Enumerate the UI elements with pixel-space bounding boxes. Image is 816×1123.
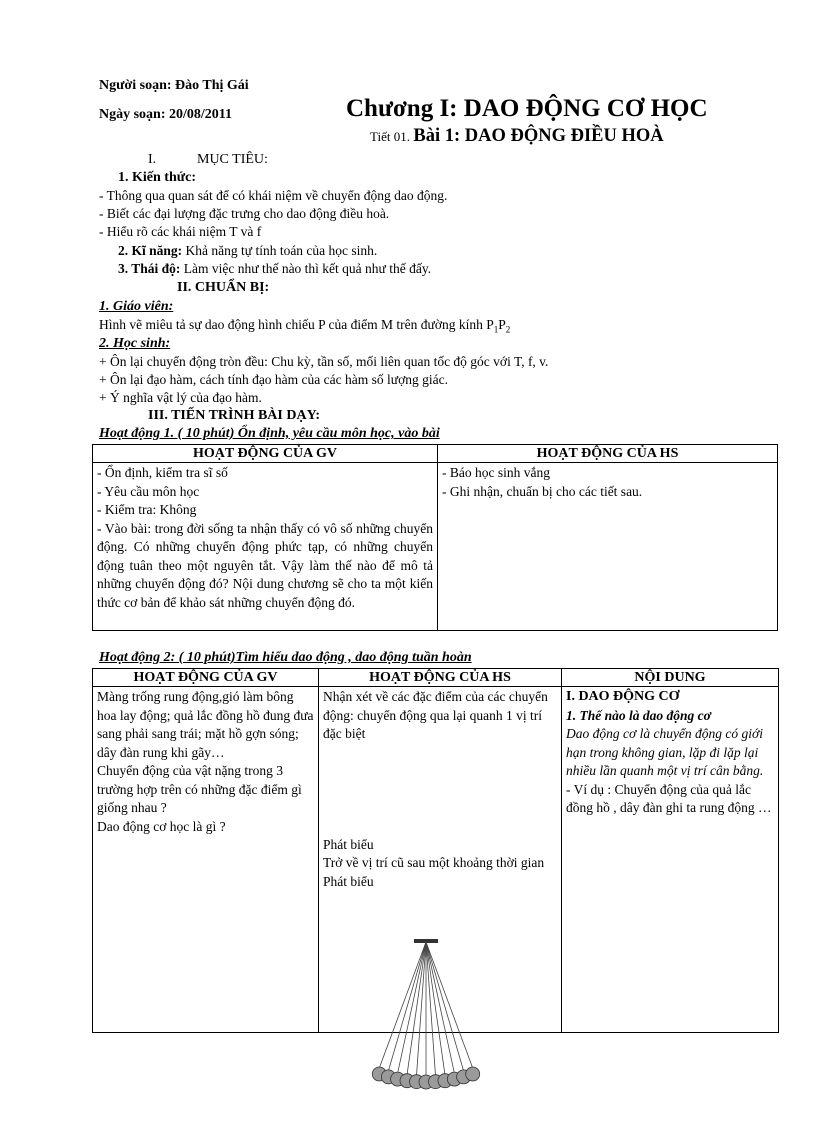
gv-line: - Vào bài: trong đời sống ta nhận thấy có vô số những chuyển động. Có những chuyển động phức tạp, có những chuyển động tuân theo một nguyên tắt. Vậy làm thế nào để mô tả những chuyển động đó? Nội dung chương sẽ cho ta một kiến thức cơ bản để khảo sát những chuyển động đó. — [97, 520, 433, 610]
content-heading: I. DAO ĐỘNG CƠ — [566, 689, 680, 704]
skill-label: 2. Kĩ năng: — [118, 243, 183, 258]
hs-activity-cell — [438, 463, 778, 631]
lesson-title: Bài 1: DAO ĐỘNG ĐIỀU HOÀ — [413, 126, 664, 146]
pendulum-string — [426, 942, 445, 1075]
teacher-title: 1. Giáo viên: — [99, 299, 174, 314]
section-3-heading: III. TIẾN TRÌNH BÀI DẠY: — [148, 408, 321, 423]
author-line: Người soạn: Đào Thị Gái — [99, 78, 249, 93]
gv-paragraph: Dao động cơ học là gì ? — [97, 818, 226, 834]
teacher-text — [99, 317, 510, 335]
attitude-text: Làm việc như thế nào thì kết quả như thế đấy. — [183, 261, 432, 276]
teacher-text-p: P — [498, 317, 506, 332]
skill-text: Khả năng tự tính toán của học sinh. — [185, 243, 378, 258]
gv-line: - Kiểm tra: Không — [97, 502, 197, 517]
pendulum-string — [426, 942, 436, 1076]
column-header-hs: HOẠT ĐỘNG CỦA HS — [438, 445, 778, 463]
gv-paragraph: Chuyển động của vật nặng trong 3 trường hợp trên có những đặc điểm gì giống nhau ? — [97, 763, 302, 815]
chapter-title: Chương I: DAO ĐỘNG CƠ HỌC — [346, 95, 708, 122]
hs-paragraph: Phát biểu — [323, 836, 374, 852]
skill-line — [118, 243, 377, 259]
knowledge-item: - Biết các đại lượng đặc trưng cho dao động điều hoà. — [99, 206, 390, 221]
content-subheading: 1. Thế nào là dao động cơ — [566, 707, 711, 723]
content-cell — [562, 687, 779, 1033]
section-1-heading: MỤC TIÊU: — [197, 152, 268, 167]
date-line: Ngày soạn: 20/08/2011 — [99, 107, 233, 122]
student-item: + Ôn lại chuyển động tròn đều: Chu kỳ, tần số, mối liên quan tốc độ góc với T, f, v. — [99, 354, 549, 369]
knowledge-item: - Hiểu rõ các khái niệm T và f — [99, 224, 262, 239]
hs-paragraph: Trở về vị trí cũ sau một khoảng thời gian — [323, 855, 545, 870]
activity-1-title: Hoạt động 1. ( 10 phút) Ổn định, yêu cầu môn học, vào bài — [99, 426, 440, 441]
gv-activity-cell — [93, 463, 438, 631]
hs-paragraph: Phát biểu — [323, 873, 374, 889]
pendulum-string — [426, 942, 464, 1071]
gv-paragraph: Màng trống rung động,gió làm bông hoa lay động; quả lắc đồng hồ đung đưa sang phải sang trái; mặt hồ gợn sóng; dây đàn rung khi gãy… — [97, 689, 314, 760]
column-header-content: NỘI DUNG — [562, 669, 779, 687]
pendulum-string — [388, 942, 426, 1071]
knowledge-title: 1. Kiến thức: — [118, 170, 197, 185]
section-2-heading: II. CHUẨN BỊ: — [177, 280, 270, 295]
knowledge-item: - Thông qua quan sát để có khái niệm về chuyển động dao động. — [99, 188, 448, 203]
pendulum-icon — [330, 935, 530, 1097]
gv-line: - Yêu cầu môn học — [97, 483, 200, 499]
column-header-gv: HOẠT ĐỘNG CỦA GV — [93, 669, 319, 687]
student-item: + Ôn lại đạo hàm, cách tính đạo hàm của các hàm số lượng giác. — [99, 372, 448, 387]
gv-line: - Ổn định, kiểm tra sĩ số — [97, 465, 228, 480]
section-1-number: I. — [148, 152, 157, 167]
subscript-2: 2 — [505, 324, 511, 335]
column-header-gv: HOẠT ĐỘNG CỦA GV — [93, 445, 438, 463]
lesson-prefix: Tiết 01. — [370, 129, 410, 144]
attitude-label: 3. Thái độ: — [118, 261, 181, 276]
subscript-1: 1 — [493, 324, 499, 335]
student-item: + Ý nghĩa vật lý của đạo hàm. — [99, 390, 262, 405]
lesson-heading — [370, 126, 664, 147]
teacher-text-main: Hình vẽ miêu tả sự dao động hình chiếu P của điểm M trên đường kính P — [99, 317, 494, 332]
activity-2-title: Hoạt động 2: ( 10 phút)Tìm hiểu dao động , dao động tuần hoàn — [99, 650, 472, 665]
attitude-line — [118, 261, 431, 277]
hs-line: - Ghi nhận, chuẩn bị cho các tiết sau. — [442, 483, 643, 499]
pendulum-bob — [466, 1067, 480, 1081]
hs-line: - Báo học sinh vắng — [442, 465, 550, 480]
activity-1-table — [92, 444, 778, 631]
content-example: - Ví dụ : Chuyển động của quả lắc đồng hồ , dây đàn ghi ta rung động … — [566, 781, 772, 815]
column-header-hs: HOẠT ĐỘNG CỦA HS — [319, 669, 562, 687]
gv-activity-cell — [93, 687, 319, 1033]
student-title: 2. Học sinh: — [99, 336, 171, 351]
pendulum-string — [407, 942, 426, 1075]
content-definition: Dao động cơ là chuyển động có giới hạn trong không gian, lặp đi lặp lại nhiều lần quanh một vị trí cân bằng. — [566, 726, 764, 778]
pendulum-string — [416, 942, 426, 1076]
hs-paragraph: Nhận xét về các đặc điểm của các chuyển động: chuyển động qua lại quanh 1 vị trí đặc biệt — [323, 689, 548, 741]
